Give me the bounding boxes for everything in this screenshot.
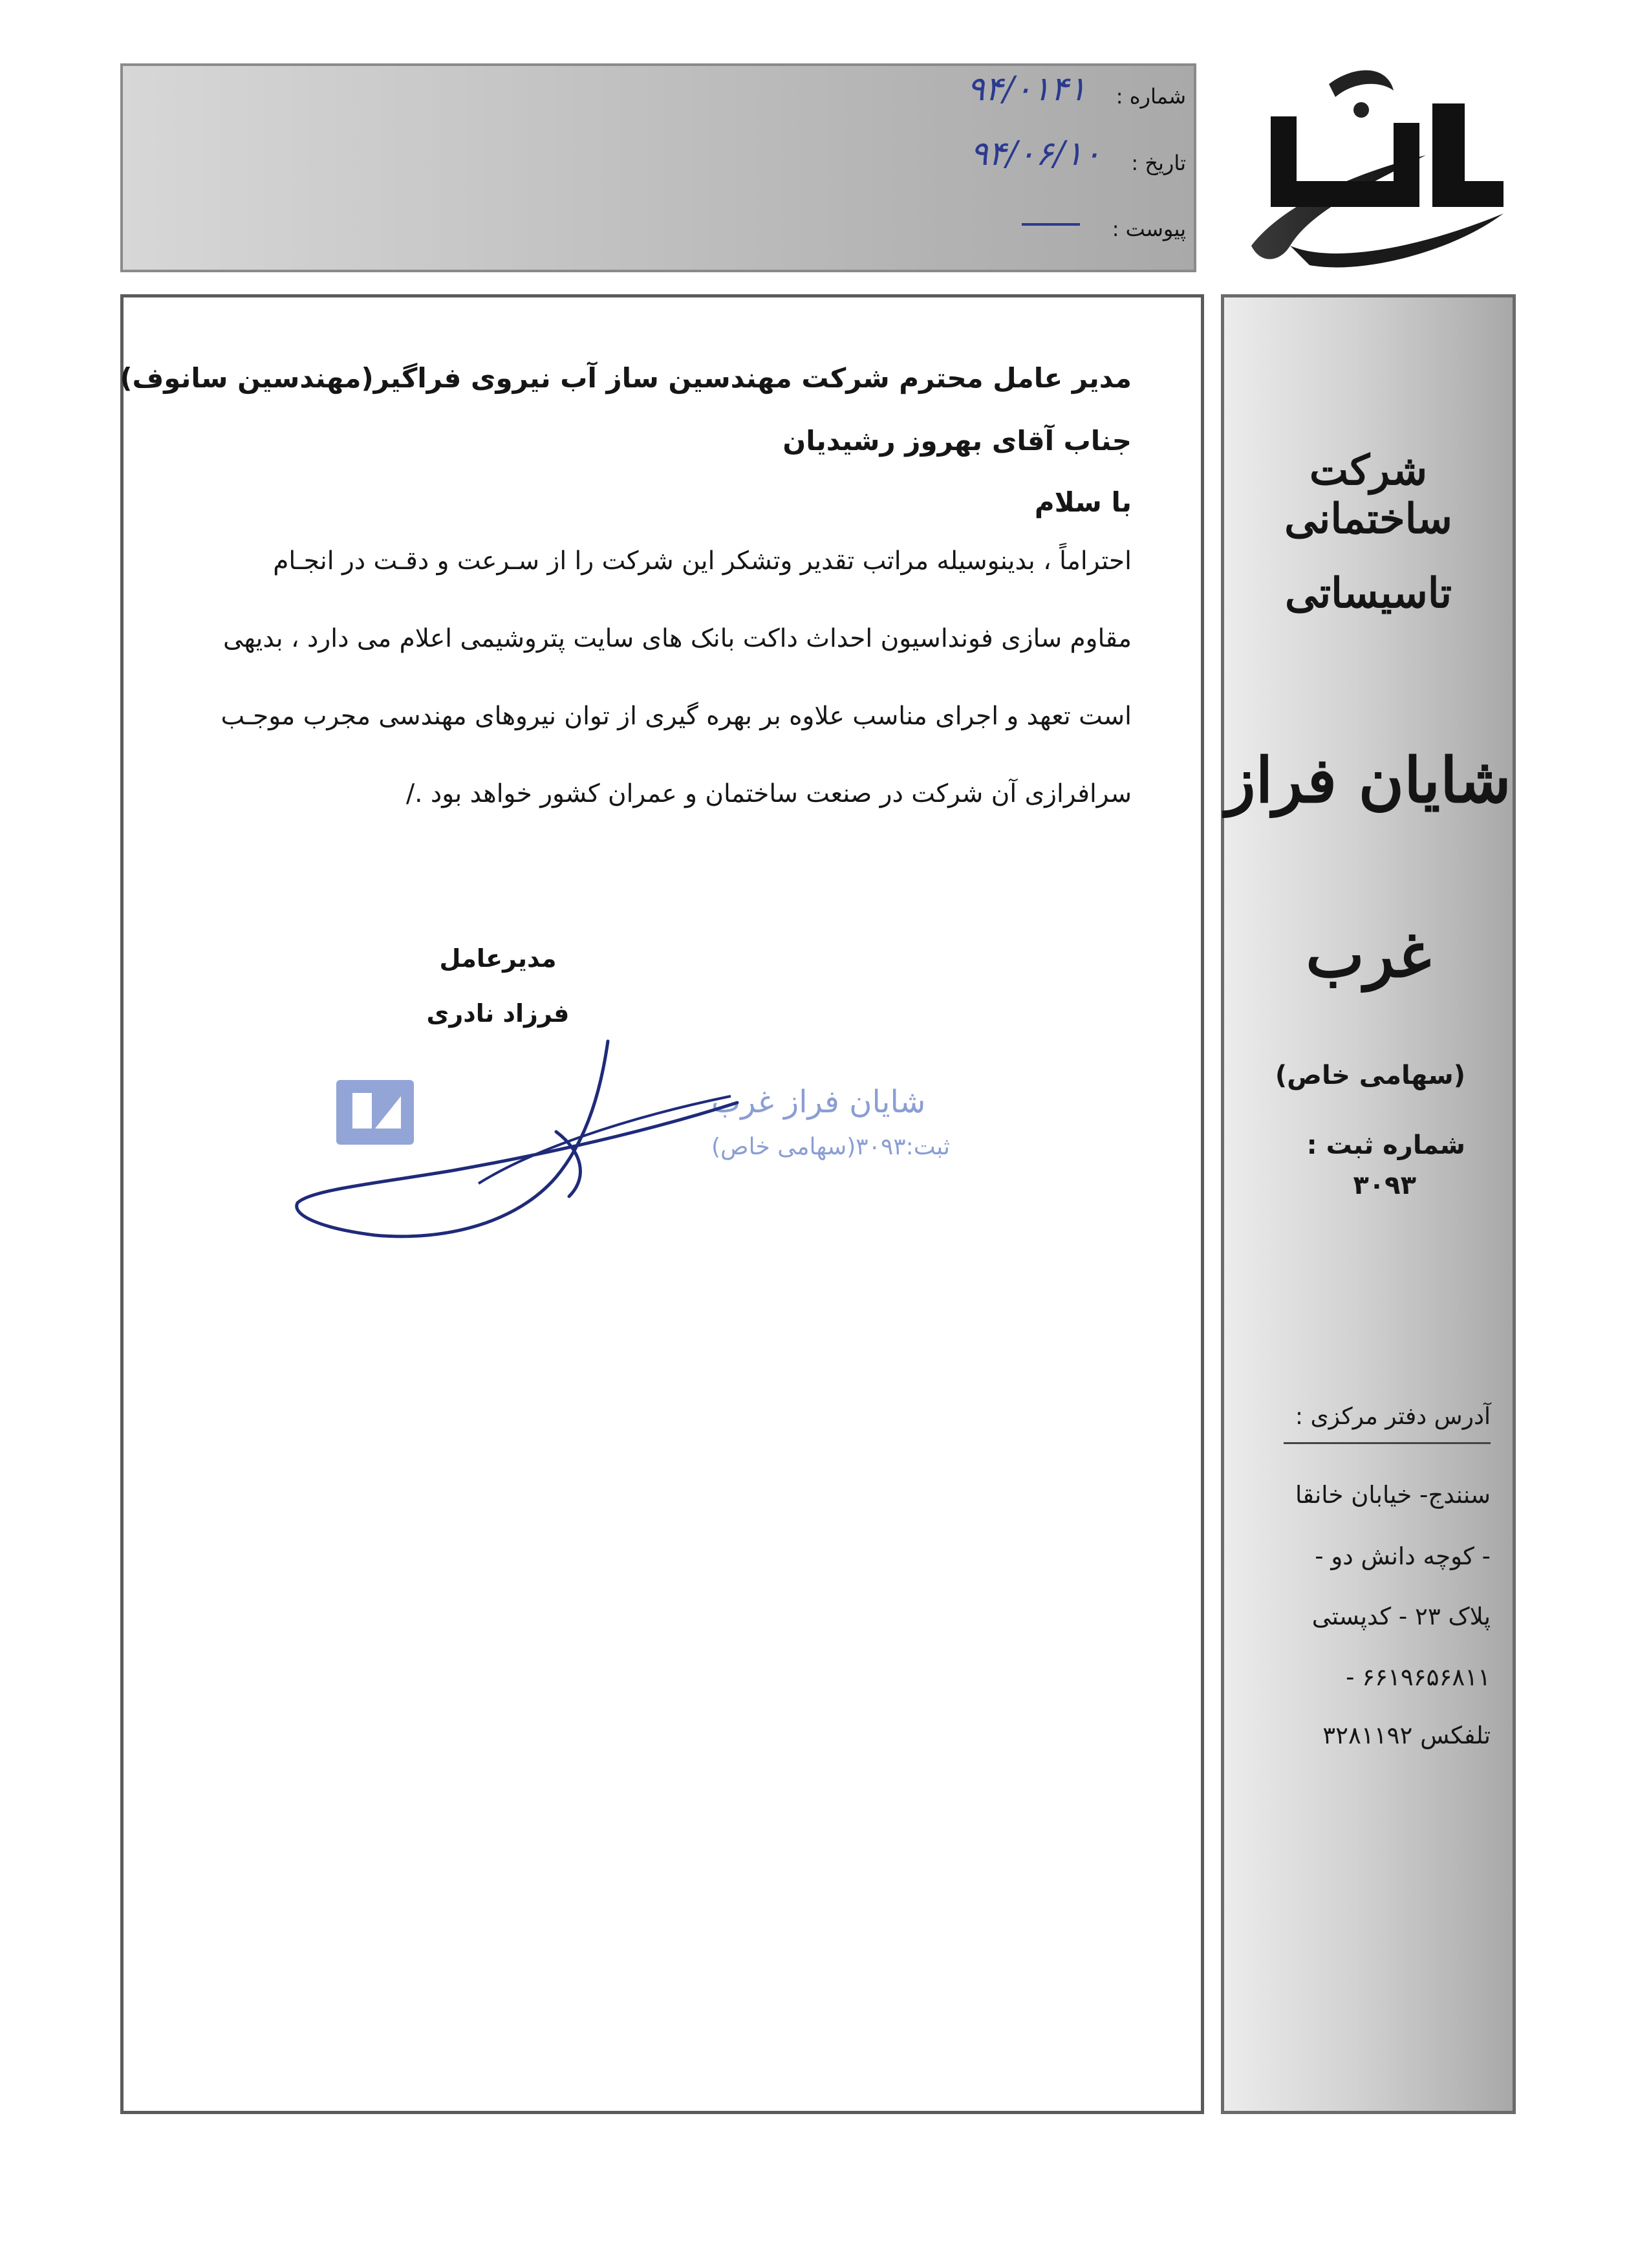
address-divider [1284, 1442, 1491, 1444]
company-logo-icon [1232, 52, 1516, 272]
handwritten-signature [285, 1035, 750, 1248]
address-line-4: ۶۶۱۹۶۵۶۸۱۱ - [1346, 1663, 1491, 1691]
address-line-3: پلاک ۲۳ - کدپستی [1311, 1603, 1491, 1630]
address-line-2: - کوچه دانش دو - [1315, 1542, 1491, 1570]
stamp-line-1: شایان فراز غرب [711, 1084, 926, 1120]
company-name-line2: تاسیساتی [1285, 569, 1452, 618]
company-name-line1: شرکت ساختمانی [1284, 446, 1452, 543]
company-sidebar [1221, 294, 1516, 2114]
company-type: (سهامی خاص) [1275, 1061, 1465, 1090]
letter-body-line-2: مقاوم سازی فونداسیون احداث داکت بانک های سایت پتروشیمی اعلام می دارد ، بدیهی [222, 624, 1132, 653]
address-line-5: تلفکس ۳۲۸۱۱۹۲ [1322, 1722, 1491, 1749]
signature-title: مدیرعامل [439, 944, 557, 973]
stamp-line-2: ثبت:۳۰۹۳(سهامی خاص) [711, 1134, 951, 1160]
letter-body-line-1: احتراماً ، بدینوسیله مراتب تقدیر وتشکر این شرکت را از سـرعت و دقـت در انجـام [273, 546, 1132, 576]
registration-label: شماره ثبت : [1306, 1130, 1465, 1160]
number-label: شماره : [1116, 84, 1186, 109]
date-label: تاریخ : [1131, 151, 1186, 175]
letter-greeting: با سلام [1034, 486, 1132, 518]
attachment-label: پیوست : [1112, 217, 1186, 241]
letter-body-line-4: سرافرازی آن شرکت در صنعت ساختمان و عمران کشور خواهد بود ./ [405, 779, 1132, 808]
address-line-1: سنندج- خیابان خانقا [1295, 1481, 1491, 1509]
company-name-line3: شایان فراز [1225, 744, 1511, 817]
address-heading: آدرس دفتر مرکزی : [1295, 1403, 1491, 1430]
registration-number: ۳۰۹۳ [1353, 1171, 1416, 1200]
letter-addressee: جناب آقای بهروز رشیدیان [782, 425, 1132, 457]
attachment-dash [1022, 223, 1080, 226]
date-value: ۹۴/۰۶/۱۰ [970, 135, 1101, 173]
signature-name: فرزاد نادری [426, 999, 570, 1028]
number-value: ۹۴/۰۱۴۱ [967, 70, 1087, 109]
company-name-line4: غرب [1306, 918, 1431, 991]
letter-body-line-3: است تعهد و اجرای مناسب علاوه بر بهره گیری از توان نیروهای مهندسی مجرب موجـب [221, 702, 1132, 731]
letter-recipient: مدیر عامل محترم شرکت مهندسین ساز آب نیروی فراگیر(مهندسین سانوف) [120, 362, 1132, 394]
